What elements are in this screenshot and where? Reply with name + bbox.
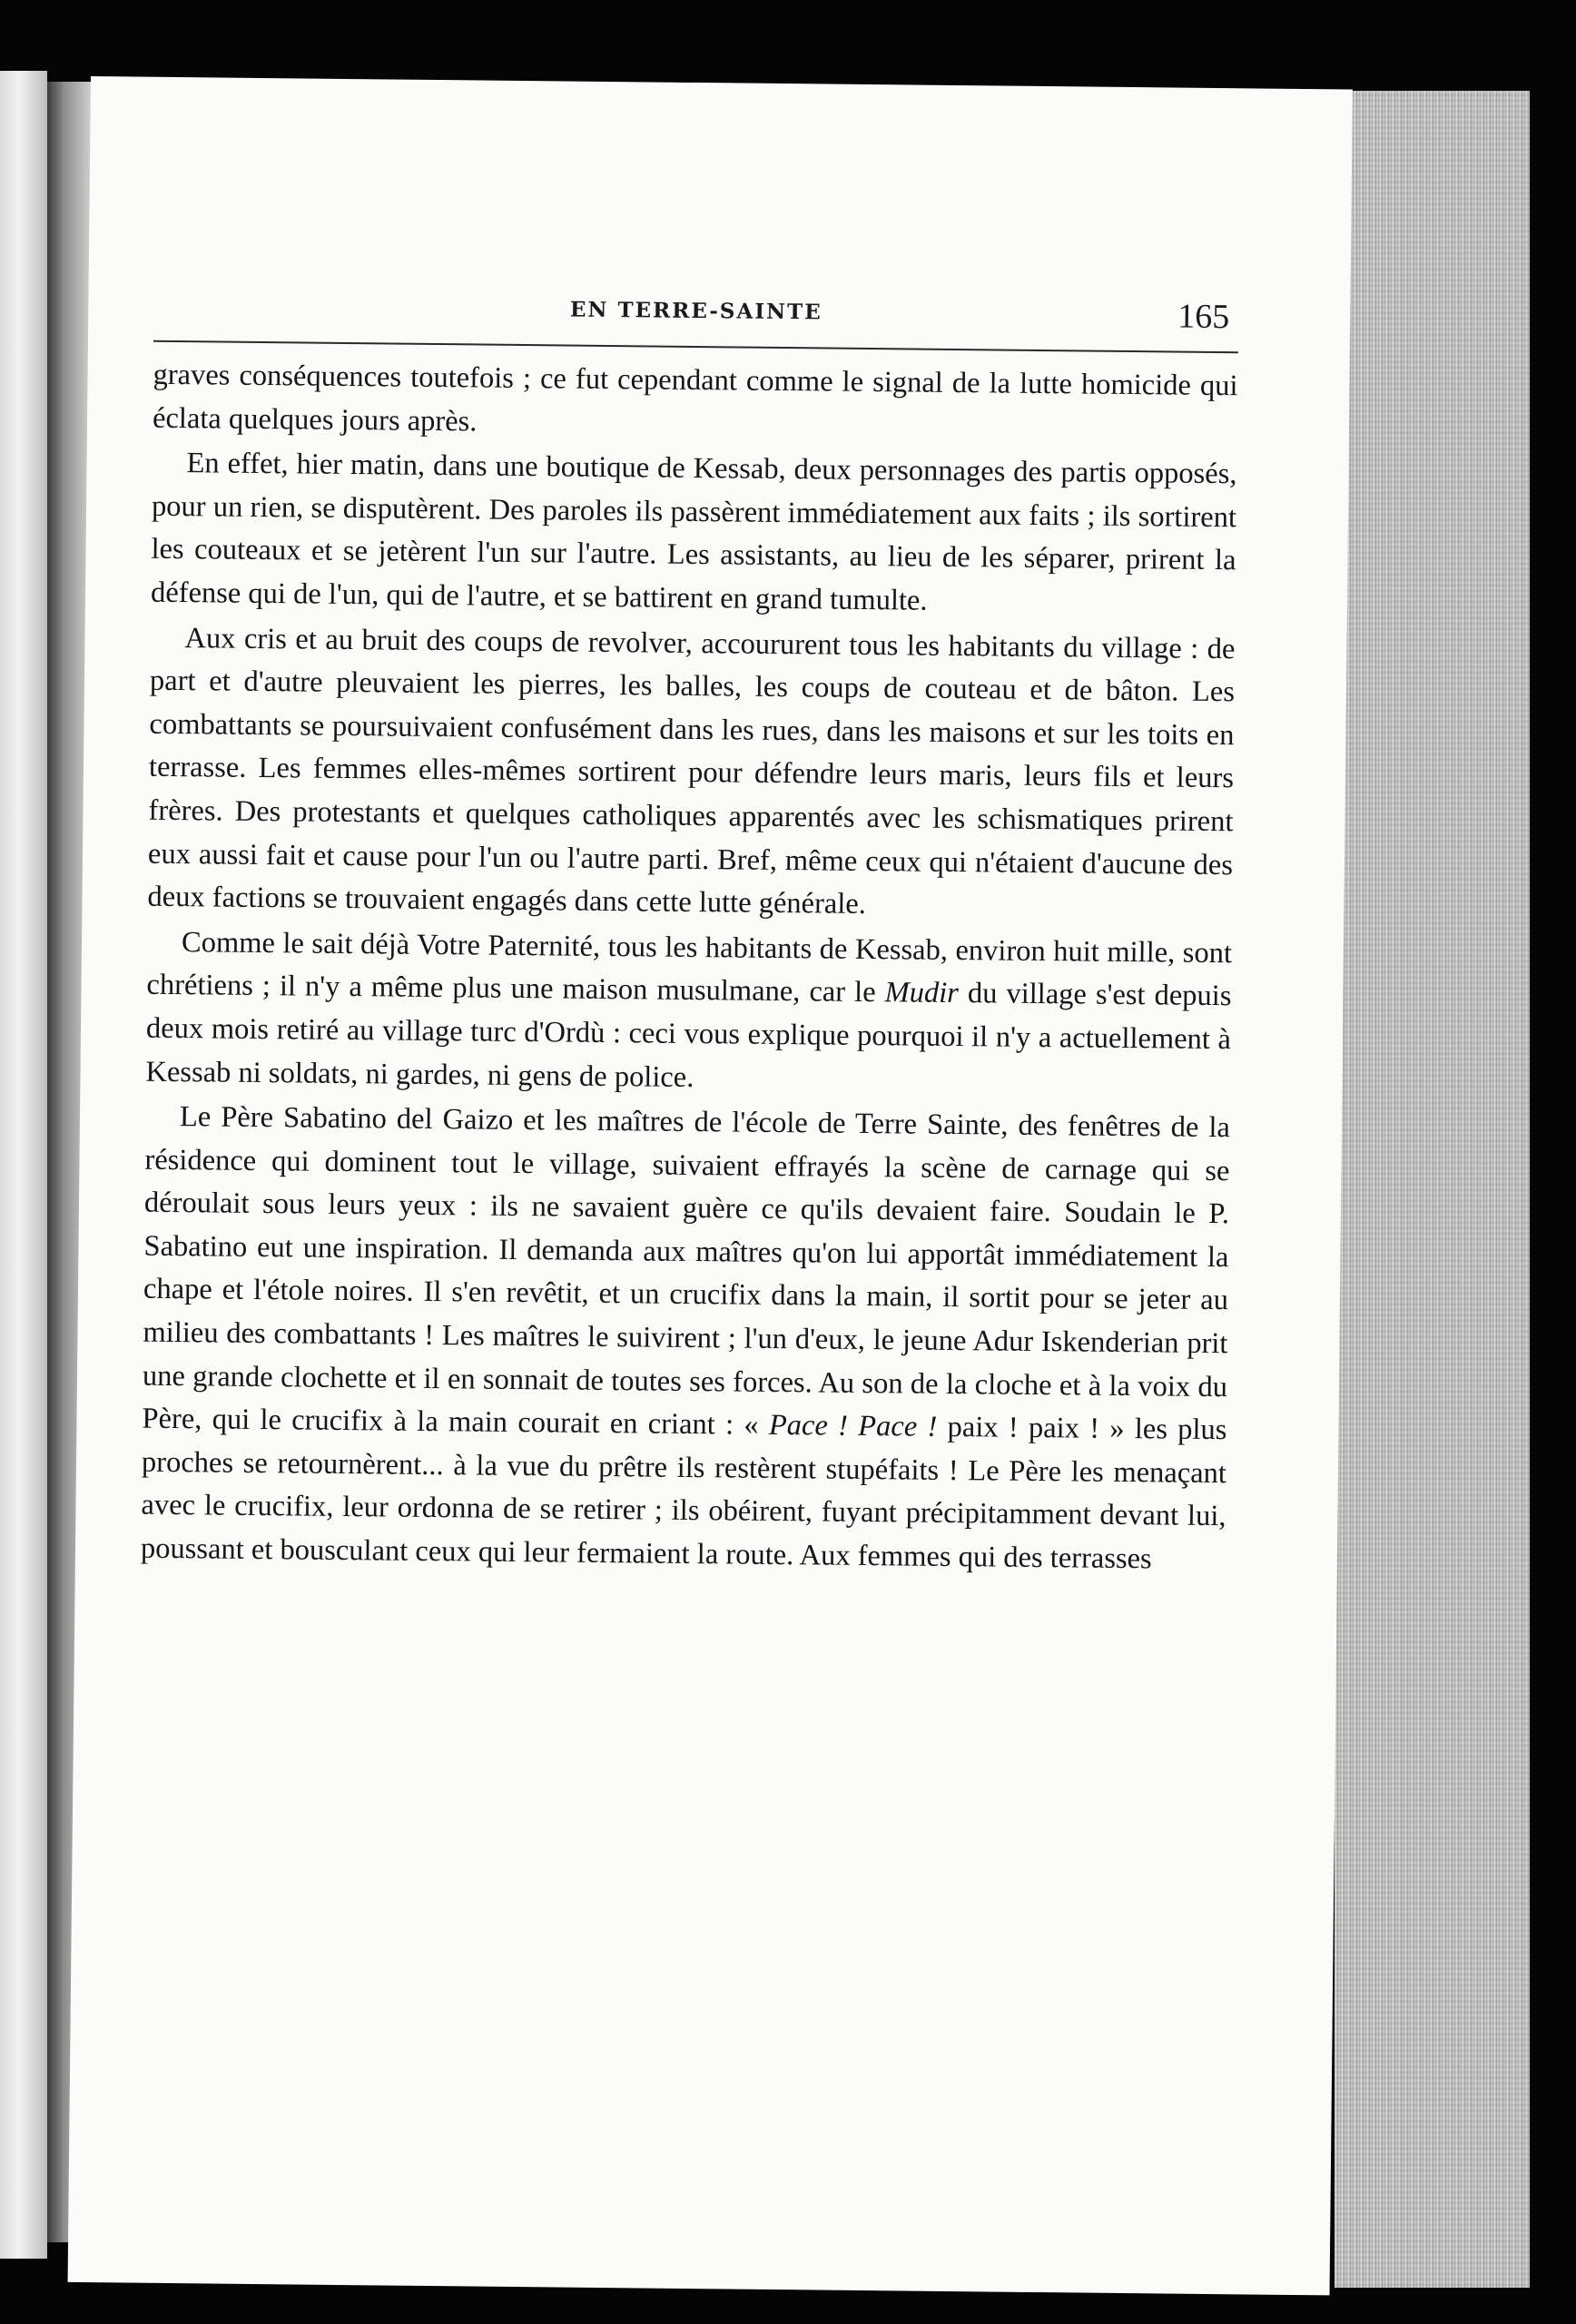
previous-page-edge bbox=[0, 71, 47, 2259]
paragraph-text: Aux cris et au bruit des coups de revolver, accoururent tous les habitants du village : de part et d'autre pleuvaient les pierres, les balles, les coups de couteau et de bâton. Les combattants se poursuivaient confusément dans les rues, dans les maisons et sur les toits en terrasse. Les femmes elles-mêmes sortirent pour défendre leurs maris, leurs fils et leurs frères. Des protestants et quelques catholiques apparentés avec les schismatiques prirent eux aussi fait et cause pour l'un ou l'autre parti. Bref, même ceux qui n'étaient d'aucune des deux factions se trouvaient engagés dans cette lutte générale. bbox=[147, 621, 1236, 921]
emphasis-pace: Pace ! Pace ! bbox=[768, 1409, 938, 1444]
paragraph-1 bbox=[153, 354, 1238, 452]
page-body bbox=[141, 354, 1238, 1584]
running-head bbox=[153, 279, 1239, 345]
paragraph-3 bbox=[147, 616, 1235, 931]
page-number: 165 bbox=[1177, 297, 1230, 337]
book-page bbox=[68, 76, 1353, 2295]
paragraph-4 bbox=[145, 921, 1232, 1105]
paragraph-text: graves conséquences toutefois ; ce fut cependant comme le signal de la lutte homicide qui éclata quelques jours après. bbox=[152, 358, 1238, 438]
paragraph-text-before: Le Père Sabatino del Gaizo et les maîtres de l'école de Terre Sainte, des fenêtres de la résidence qui dominent tout le village, suivaient effrayés la scène de carnage qui se déroulait sous leurs yeux : ils ne savaient guère ce qu'ils devaient faire. Soudain le P. Sabatino eut une inspiration. Il demanda aux maîtres qu'on lui apportât immédiatement la chape et l'étole noires. Il s'en revêtit, et un crucifix dans la main, il sortit pour se jeter au milieu des combattants ! Les maîtres le suivirent ; l'un d'eux, le jeune Adur Iskenderian prit une grande clochette et il en sonnait de toutes ses forces. Au son de la cloche et à la voix du Père, qui le crucifix à la main courait en criant : « bbox=[142, 1100, 1231, 1443]
paragraph-text-after: du village s'est depuis deux mois retiré au village turc d'Ordù : ceci vous explique pourquoi il n'y a actuellement à Kessab ni soldats, ni gardes, ni gens de police. bbox=[145, 977, 1232, 1094]
paragraph-text: En effet, hier matin, dans une boutique de Kessab, deux personnages des partis opposés, pour un rien, se disputèrent. Des paroles ils passèrent immédiatement aux faits ; ils sortirent les couteaux et se jetèrent l'un sur l'autre. Les assistants, au lieu de les séparer, prirent la défense qui de l'un, qui de l'autre, et se battirent en grand tumulte. bbox=[150, 447, 1237, 617]
emphasis-mudir: Mudir bbox=[884, 976, 960, 1010]
paragraph-text-after: paix ! paix ! » les plus proches se retournèrent... à la vue du prêtre ils restèrent stupéfaits ! Le Père les menaçant avec le crucifix, leur ordonna de se retirer ; ils obéirent, fuyant précipitamment devant lui, poussant et bousculant ceux qui leur fermaient la route. Aux femmes qui des terrasses bbox=[140, 1411, 1227, 1576]
paragraph-5 bbox=[141, 1096, 1230, 1582]
stacked-page-edges bbox=[1335, 91, 1530, 2288]
running-title: EN TERRE-SAINTE bbox=[569, 297, 822, 325]
paragraph-2 bbox=[151, 442, 1237, 626]
paragraph-text-before: Comme le sait déjà Votre Paternité, tous les habitants de Kessab, environ huit mille, sont chrétiens ; il n'y a même plus une maison musulmane, car le bbox=[146, 925, 1233, 1009]
